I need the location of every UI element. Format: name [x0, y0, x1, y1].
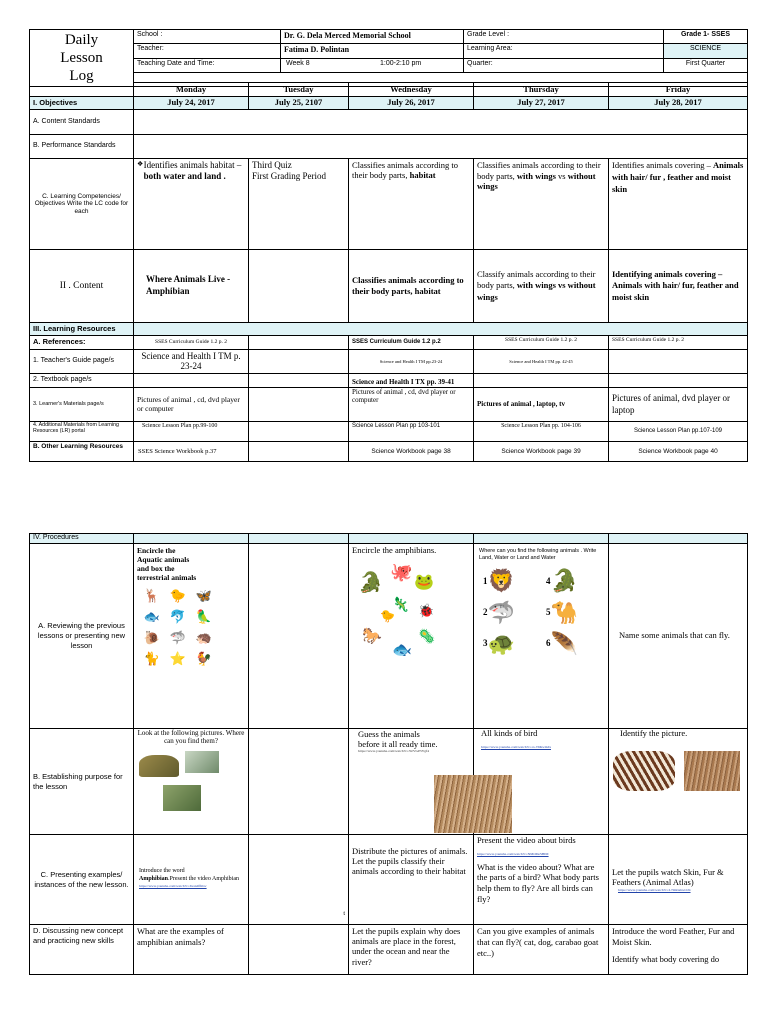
- feathers-picture: [613, 751, 675, 791]
- day-friday: Friday: [609, 83, 748, 97]
- procedure-a-monday: [134, 544, 249, 729]
- procedures-blank-wed: [349, 534, 474, 544]
- competency-wednesday: Classifies animals according to their body parts, habitat: [349, 159, 474, 250]
- worksheet-item-5: 5 🐪: [546, 599, 578, 625]
- additional-materials-label: 4. Additional Materials from Learning Resources (LR) portal: [30, 422, 134, 442]
- textbook-wednesday: Science and Health I TX pp. 39-41: [349, 374, 474, 388]
- crocodile-icon: 🐊: [550, 568, 578, 594]
- procedure-a-thursday-title: Where can you find the following animals . Write Land, Water or Land and Water: [479, 548, 597, 562]
- deer-icon: 🦌: [143, 588, 161, 603]
- procedure-c-friday-link[interactable]: https://www.youtube.com/watch?v=L7mRAhwrdJ4: [618, 887, 691, 892]
- learners-materials-label: 3. Learner's Materials page/s: [30, 388, 134, 422]
- teachers-guide-tuesday: [249, 350, 349, 374]
- octopus-icon: 🐙: [390, 561, 413, 582]
- chicken-icon: 🐓: [195, 651, 213, 666]
- procedure-a-wednesday-title: Encircle the amphibians.: [352, 545, 437, 555]
- week-time-cell: [281, 58, 464, 72]
- lizard-icon: 🦎: [392, 597, 410, 613]
- procedure-d-friday-text2: Identify what body covering do: [612, 954, 720, 965]
- lion-icon: 🦁: [487, 568, 515, 594]
- competency-friday: Identifies animals covering – Animals with hair/ fur , feather and moist skin: [609, 159, 748, 250]
- turtle-icon: 🐢: [487, 630, 515, 656]
- competency-monday: ❖ Identifies animals habitat – both water and land .: [134, 159, 249, 250]
- procedure-c-label: C. Presenting examples/ instances of the new lesson.: [30, 835, 134, 925]
- teacher-value: Fatima D. Polintan: [281, 44, 464, 58]
- procedure-c-friday: [609, 835, 748, 925]
- procedure-d-tuesday: [249, 925, 349, 975]
- procedure-b-tuesday: [249, 729, 349, 835]
- learning-area-label: Learning Area:: [464, 44, 664, 58]
- references-thursday: SSES Curriculum Guide 1.2 p. 2: [474, 336, 609, 350]
- procedure-b-friday: [609, 729, 748, 835]
- additional-materials-wednesday: Science Lesson Plan pp 103-101: [349, 422, 474, 442]
- content-thursday: Classify animals according to their body parts, with wings vs without wings: [474, 250, 609, 323]
- other-resources-monday: SSES Science Workbook p.37: [134, 442, 249, 462]
- content-standards-label: A. Content Standards: [30, 110, 134, 135]
- date-tuesday: July 25, 2107: [249, 97, 349, 110]
- learners-materials-tuesday: [249, 388, 349, 422]
- quarter-value: First Quarter: [664, 58, 748, 72]
- amphibian-picture-cluster: [352, 562, 470, 682]
- procedure-b-thursday-text: All kinds of bird: [481, 728, 538, 738]
- section-objectives: I. Objectives: [30, 97, 134, 110]
- references-friday: SSES Curriculum Guide 1.2 p. 2: [609, 336, 748, 350]
- learning-resources-blank: [134, 323, 748, 336]
- blank-corner: [30, 83, 134, 97]
- cat-icon: 🐈: [143, 651, 161, 666]
- day-wednesday: Wednesday: [349, 83, 474, 97]
- land-water-worksheet: [477, 568, 605, 656]
- worksheet-item-3: 3 🐢: [483, 630, 515, 656]
- frog-icon: 🐸: [414, 573, 434, 591]
- learners-materials-thursday: Pictures of animal , laptop, tv: [474, 388, 609, 422]
- performance-standards-value: [134, 135, 748, 159]
- additional-materials-monday: Science Lesson Plan pp.99-100: [134, 422, 249, 442]
- week-value: Week 8: [286, 59, 310, 67]
- day-monday: Monday: [134, 83, 249, 97]
- teachers-guide-label: 1. Teacher's Guide page/s: [30, 350, 134, 374]
- procedure-b-monday: [134, 729, 249, 835]
- procedure-d-friday: [609, 925, 748, 975]
- feather-icon: 🪶: [550, 630, 578, 656]
- competency-tuesday: Third Quiz First Grading Period: [249, 159, 349, 250]
- learners-materials-friday: Pictures of animal, dvd player or laptop: [609, 388, 748, 422]
- date-friday: July 28, 2017: [609, 97, 748, 110]
- fur-texture-picture: [434, 775, 512, 833]
- procedure-d-friday-text1: Introduce the word Feather, Fur and Moist Skin.: [612, 926, 735, 948]
- procedure-b-label: B. Establishing purpose for the lesson: [30, 729, 134, 835]
- worksheet-item-2: 2 🦈: [483, 599, 515, 625]
- hedgehog-icon: 🦔: [195, 630, 213, 645]
- additional-materials-thursday: Science Lesson Plan pp. 104-106: [474, 422, 609, 442]
- shark-icon: 🦈: [487, 599, 515, 625]
- textbook-thursday: [474, 374, 609, 388]
- dolphin-icon: 🐬: [169, 609, 187, 624]
- content-monday: Where Animals Live - Amphibian: [134, 250, 249, 323]
- snail-icon: 🐌: [143, 630, 161, 645]
- procedure-a-friday: Name some animals that can fly.: [609, 544, 748, 729]
- date-monday: July 24, 2017: [134, 97, 249, 110]
- competency-thursday: Classifies animals according to their body parts, with wings vs without wings: [474, 159, 609, 250]
- date-thursday: July 27, 2017: [474, 97, 609, 110]
- teachers-guide-friday: [609, 350, 748, 374]
- content-friday: Identifying animals covering – Animals with hair/ fur, feather and moist skin: [609, 250, 748, 323]
- content-label: II . Content: [30, 250, 134, 323]
- day-thursday: Thursday: [474, 83, 609, 97]
- references-tuesday: [249, 336, 349, 350]
- fish-icon: 🐟: [143, 609, 161, 624]
- performance-standards-label: B. Performance Standards: [30, 135, 134, 159]
- time-value: 1:00-2:10 pm: [380, 59, 422, 67]
- other-resources-wednesday: Science Workbook page 38: [349, 442, 474, 462]
- content-standards-value: [134, 110, 748, 135]
- school-label: School :: [134, 30, 281, 44]
- teachers-guide-thursday: Science and Health I TM pp. 42-45: [474, 350, 609, 374]
- starfish-icon: ⭐: [169, 651, 187, 666]
- textbook-tuesday: [249, 374, 349, 388]
- procedure-b-wednesday-text: Guess the animals before it all ready time.: [358, 729, 438, 750]
- other-resources-thursday: Science Workbook page 39: [474, 442, 609, 462]
- procedure-c-thursday: [474, 835, 609, 925]
- butterfly-icon: 🦋: [195, 588, 213, 603]
- worksheet-item-1: 1 🦁: [483, 568, 515, 594]
- grade-label: Grade Level :: [464, 30, 664, 44]
- learners-materials-wednesday: Pictures of animal , cd, dvd player or computer: [349, 388, 474, 422]
- references-label: A. References:: [30, 336, 134, 350]
- procedure-c-wednesday: Distribute the pictures of animals. Let the pupils classify their animals according to their habitat: [349, 835, 474, 925]
- additional-materials-friday: Science Lesson Plan pp.107-109: [609, 422, 748, 442]
- procedure-b-thursday-link[interactable]: https://www.youtube.com/watch?v=cs-T6KwmZs: [481, 744, 551, 749]
- worksheet-item-6: 6 🪶: [546, 630, 578, 656]
- ladybug-icon: 🐞: [418, 602, 435, 618]
- other-resources-friday: Science Workbook page 40: [609, 442, 748, 462]
- procedure-c-friday-text: Let the pupils watch Skin, Fur & Feathers (Animal Atlas): [612, 866, 724, 888]
- procedure-c-thursday-questions: What is the video about? What are the parts of a bird? What body parts help them to fly? Are all birds can fly?: [477, 861, 599, 904]
- procedure-a-label: A. Reviewing the previous lessons or presenting new lesson: [30, 544, 134, 729]
- procedures-blank-mon: [134, 534, 249, 544]
- procedure-a-thursday: [474, 544, 609, 729]
- animal-picture-grid: [137, 588, 213, 666]
- learners-materials-monday: Pictures of animal , cd, dvd player or computer: [134, 388, 249, 422]
- textbook-friday: [609, 374, 748, 388]
- procedure-c-thursday-link[interactable]: https://www.youtube.com/watch?v=NMODeSBIM: [477, 851, 549, 856]
- learning-area-value: SCIENCE: [664, 44, 748, 58]
- parrot-icon: 🦜: [195, 609, 213, 624]
- date-wednesday: July 26, 2017: [349, 97, 474, 110]
- procedure-b-friday-text: Identify the picture.: [620, 728, 688, 738]
- references-monday: SSES Curriculum Guide 1.2 p. 2: [134, 336, 249, 350]
- additional-materials-tuesday: [249, 422, 349, 442]
- teachers-guide-wednesday: Science and Health I TM pp.23-24: [349, 350, 474, 374]
- section-learning-resources: III. Learning Resources: [30, 323, 134, 336]
- teachers-guide-monday: Science and Health I TM p. 23-24: [134, 350, 249, 374]
- shark-icon: 🦈: [169, 630, 187, 645]
- day-tuesday: Tuesday: [249, 83, 349, 97]
- frog-picture: [163, 785, 201, 811]
- habitat-picture-cluster: [137, 745, 245, 815]
- quarter-label: Quarter:: [464, 58, 664, 72]
- fur-picture: [684, 751, 740, 791]
- procedure-a-monday-title: Encircle the Aquatic animals and box the terrestrial animals: [137, 546, 197, 582]
- references-wednesday: SSES Curriculum Guide 1.2 p.2: [349, 336, 474, 350]
- procedure-d-wednesday: Let the pupils explain why does animals are place in the forest, under the ocean and near the river?: [349, 925, 474, 975]
- procedures-blank-thu: [474, 534, 609, 544]
- fish-icon: 🐟: [392, 641, 412, 659]
- textbook-label: 2. Textbook page/s: [30, 374, 134, 388]
- other-resources-tuesday: [249, 442, 349, 462]
- worksheet-item-4: 4 🐊: [546, 568, 578, 594]
- procedure-a-tuesday: [249, 544, 349, 729]
- chick-icon: 🐤: [380, 608, 395, 623]
- diamond-bullet-icon: ❖: [137, 160, 144, 168]
- procedure-d-label: D. Discussing new concept and practicing new skills: [30, 925, 134, 975]
- teacher-label: Teacher:: [134, 44, 281, 58]
- teaching-date-label: Teaching Date and Time:: [134, 58, 281, 72]
- school-value: Dr. G. Dela Merced Memorial School: [281, 30, 464, 44]
- procedure-c-thursday-title: Present the video about birds: [477, 835, 576, 845]
- procedure-d-monday: What are the examples of amphibian animals?: [134, 925, 249, 975]
- procedure-c-monday-link[interactable]: https://www.youtube.com/watch?v=hvan2ffhbw: [139, 884, 207, 889]
- crocodile-icon: 🐊: [358, 571, 383, 594]
- procedure-c-tuesday: t: [249, 835, 349, 925]
- procedures-blank-fri: [609, 534, 748, 544]
- procedure-c-monday-text: Introduce the word Amphibian.Present the video Amphibian https://www.youtube.com/watch?v=hvan2ffhbw: [139, 867, 240, 889]
- procedure-b-monday-text: Look at the following pictures. Where can you find them?: [137, 729, 245, 746]
- grade-value: Grade 1- SSES: [664, 30, 748, 44]
- other-resources-label: B. Other Learning Resources: [30, 442, 134, 462]
- procedures-blank-tue: [249, 534, 349, 544]
- competencies-label: C. Learning Competencies/ Objectives Write the LC code for each: [30, 159, 134, 250]
- content-tuesday: [249, 250, 349, 323]
- content-wednesday: Classifies animals according to their body parts, habitat: [349, 250, 474, 323]
- bird-icon: 🐤: [169, 588, 187, 603]
- procedure-a-wednesday: [349, 544, 474, 729]
- daily-lesson-log-title: Daily Lesson Log: [30, 30, 134, 87]
- textbook-monday: [134, 374, 249, 388]
- procedure-d-thursday: Can you give examples of animals that can fly?( cat, dog, carabao goat etc..): [474, 925, 609, 975]
- bug-icon: 🦠: [418, 629, 436, 645]
- procedure-b-wednesday-link[interactable]: https://www.youtube.com/watch?v=3UVGP5Ygf4: [358, 749, 429, 754]
- turtle-picture: [139, 755, 179, 777]
- seahorse-icon: 🐎: [362, 627, 382, 645]
- camel-icon: 🐪: [550, 599, 578, 625]
- alligator-picture: [185, 751, 219, 773]
- section-procedures: IV. Procedures: [30, 534, 134, 544]
- procedure-c-monday: [134, 835, 249, 925]
